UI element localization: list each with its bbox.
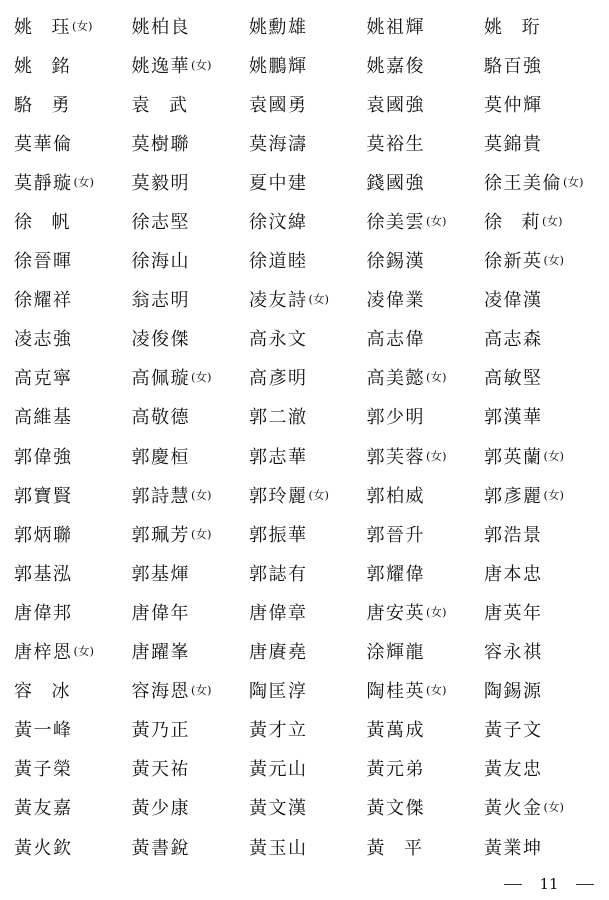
name-text: 姚鵬輝 (249, 55, 308, 77)
name-row (14, 358, 609, 397)
name-text: 高美懿 (366, 368, 425, 390)
name-entry (367, 364, 485, 390)
name-text: 凌偉漢 (484, 290, 543, 312)
name-entry (367, 677, 485, 703)
name-text: 黃子榮 (14, 759, 73, 781)
name-text: 陶錫源 (484, 681, 543, 703)
name-row (14, 827, 609, 866)
name-entry (484, 834, 602, 860)
name-text: 高維基 (14, 407, 73, 429)
name-entry (367, 91, 485, 117)
name-row (14, 45, 609, 84)
name-text: 容海恩 (131, 681, 190, 703)
name-text: 郭柏威 (366, 485, 425, 507)
name-entry (14, 794, 132, 820)
name-text: 莫錦貴 (484, 133, 543, 155)
name-text: 高志偉 (366, 329, 425, 351)
name-entry (249, 130, 367, 156)
name-entry (484, 560, 602, 586)
name-entry (484, 52, 602, 78)
name-entry (249, 91, 367, 117)
name-text: 袁 武 (131, 94, 189, 116)
name-entry (14, 130, 132, 156)
name-entry (367, 521, 485, 547)
name-text: 徐 帆 (14, 212, 71, 234)
name-row (14, 671, 609, 710)
name-entry (249, 443, 367, 469)
female-marker: (女) (72, 18, 93, 33)
name-row (14, 475, 609, 514)
name-entry (132, 364, 250, 390)
name-text: 徐新英 (484, 251, 543, 273)
name-row (14, 632, 609, 671)
name-text: 郭英蘭 (484, 446, 543, 468)
name-entry (14, 403, 132, 429)
name-entry (14, 834, 132, 860)
name-entry (484, 755, 602, 781)
name-text: 凌志強 (14, 329, 73, 351)
name-text: 郭基煇 (131, 563, 190, 585)
name-text: 黃友嘉 (14, 798, 73, 820)
name-text: 高彥明 (249, 368, 308, 390)
name-entry (14, 325, 132, 351)
female-marker: (女) (542, 214, 563, 229)
name-entry (367, 403, 485, 429)
name-entry (367, 208, 485, 234)
name-entry (14, 286, 132, 312)
female-marker: (女) (308, 292, 329, 307)
name-row (14, 280, 609, 319)
name-entry (249, 325, 367, 351)
name-entry (249, 364, 367, 390)
female-marker: (女) (191, 370, 212, 385)
name-entry (132, 325, 250, 351)
name-entry (484, 286, 602, 312)
name-entry (484, 716, 602, 742)
name-text: 黃 平 (366, 837, 424, 859)
name-text: 黃友忠 (484, 759, 543, 781)
name-text: 高永文 (249, 329, 308, 351)
name-row (14, 162, 609, 201)
name-entry (249, 403, 367, 429)
name-entry (484, 208, 602, 234)
name-entry (367, 52, 485, 78)
name-text: 徐美雲 (366, 212, 425, 234)
name-entry (14, 638, 132, 664)
name-entry (484, 130, 602, 156)
name-entry (249, 638, 367, 664)
name-text: 姚嘉俊 (366, 55, 425, 77)
name-text: 郭二澈 (249, 407, 308, 429)
name-text: 莫樹聯 (131, 133, 190, 155)
name-entry (249, 169, 367, 195)
name-text: 徐王美倫 (484, 172, 562, 194)
name-text: 姚 珩 (484, 16, 541, 38)
name-entry (484, 794, 602, 820)
name-entry (14, 443, 132, 469)
name-text: 郭慶桓 (131, 446, 190, 468)
female-marker: (女) (563, 174, 584, 189)
name-row (14, 241, 609, 280)
name-entry (367, 169, 485, 195)
name-entry (14, 13, 132, 39)
name-text: 唐偉章 (249, 602, 308, 624)
name-text: 姚勳雄 (249, 16, 308, 38)
name-text: 唐偉年 (131, 602, 190, 624)
name-text: 駱 勇 (14, 94, 71, 116)
name-entry (14, 364, 132, 390)
name-text: 徐志堅 (131, 212, 190, 234)
name-entry (484, 443, 602, 469)
name-entry (132, 599, 250, 625)
name-entry (132, 794, 250, 820)
name-text: 高佩璇 (131, 368, 190, 390)
name-entry (14, 521, 132, 547)
name-text: 徐耀祥 (14, 290, 73, 312)
female-marker: (女) (191, 487, 212, 502)
name-entry (14, 755, 132, 781)
name-entry (484, 677, 602, 703)
name-entry (367, 599, 485, 625)
name-text: 凌友詩 (249, 290, 308, 312)
name-entry (132, 755, 250, 781)
name-text: 郭耀偉 (366, 563, 425, 585)
name-text: 容永祺 (484, 642, 543, 664)
name-entry (14, 716, 132, 742)
name-entry (14, 482, 132, 508)
name-text: 高敬德 (131, 407, 190, 429)
name-entry (367, 482, 485, 508)
name-text: 翁志明 (131, 290, 190, 312)
name-entry (484, 169, 602, 195)
name-text: 唐賡堯 (249, 642, 308, 664)
name-row (14, 84, 609, 123)
name-entry (249, 755, 367, 781)
female-marker: (女) (426, 683, 447, 698)
name-text: 駱百強 (484, 55, 543, 77)
name-entry (132, 130, 250, 156)
name-text: 郭志華 (249, 446, 308, 468)
name-entry (132, 834, 250, 860)
name-text: 徐 莉 (484, 212, 541, 234)
name-row (14, 319, 609, 358)
name-entry (132, 638, 250, 664)
page-footer (504, 872, 594, 896)
name-text: 唐安英 (366, 602, 425, 624)
name-text: 凌偉業 (366, 290, 425, 312)
name-text: 黃書銳 (131, 837, 190, 859)
female-marker: (女) (543, 448, 564, 463)
name-text: 莫裕生 (366, 133, 425, 155)
name-entry (367, 13, 485, 39)
name-entry (367, 834, 485, 860)
name-text: 姚 銘 (14, 55, 71, 77)
name-row (14, 788, 609, 827)
female-marker: (女) (308, 487, 329, 502)
name-text: 郭少明 (366, 407, 425, 429)
female-marker: (女) (426, 448, 447, 463)
name-entry (249, 52, 367, 78)
name-entry (132, 482, 250, 508)
name-entry (132, 208, 250, 234)
name-text: 莫華倫 (14, 133, 73, 155)
female-marker: (女) (543, 253, 564, 268)
name-entry (249, 521, 367, 547)
name-entry (132, 560, 250, 586)
name-entry (249, 560, 367, 586)
name-text: 郭振華 (249, 524, 308, 546)
name-entry (249, 794, 367, 820)
name-entry (249, 834, 367, 860)
name-text: 錢國強 (366, 172, 425, 194)
name-row (14, 553, 609, 592)
name-entry (367, 325, 485, 351)
name-entry (367, 286, 485, 312)
name-text: 袁國勇 (249, 94, 308, 116)
name-entry (249, 13, 367, 39)
name-entry (367, 794, 485, 820)
female-marker: (女) (426, 370, 447, 385)
name-text: 唐英年 (484, 602, 543, 624)
female-marker: (女) (73, 644, 94, 659)
name-text: 黃火金 (484, 798, 543, 820)
name-entry (367, 443, 485, 469)
female-marker: (女) (73, 174, 94, 189)
name-text: 唐梓恩 (14, 642, 73, 664)
name-row (14, 397, 609, 436)
name-text: 郭基泓 (14, 563, 73, 585)
name-entry (484, 599, 602, 625)
name-entry (132, 677, 250, 703)
female-marker: (女) (426, 604, 447, 619)
name-row (14, 6, 609, 45)
name-entry (14, 247, 132, 273)
name-entry (484, 638, 602, 664)
name-text: 莫海濤 (249, 133, 308, 155)
name-text: 黃元弟 (366, 759, 425, 781)
name-entry (484, 364, 602, 390)
name-entry (14, 169, 132, 195)
name-entry (367, 130, 485, 156)
name-entry (367, 560, 485, 586)
name-text: 徐汶緯 (249, 212, 308, 234)
female-marker: (女) (543, 487, 564, 502)
name-list-grid (14, 6, 609, 866)
name-entry (484, 91, 602, 117)
name-entry (484, 13, 602, 39)
name-entry (14, 599, 132, 625)
name-row (14, 514, 609, 553)
name-row (14, 201, 609, 240)
name-text: 黃業坤 (484, 837, 543, 859)
name-entry (249, 716, 367, 742)
name-entry (132, 52, 250, 78)
name-text: 高敏堅 (484, 368, 543, 390)
name-row (14, 592, 609, 631)
name-text: 徐海山 (131, 251, 190, 273)
name-text: 郭浩景 (484, 524, 543, 546)
name-text: 莫毅明 (131, 172, 190, 194)
female-marker: (女) (543, 800, 564, 815)
name-entry (132, 443, 250, 469)
name-entry (14, 52, 132, 78)
female-marker: (女) (426, 214, 447, 229)
name-entry (249, 247, 367, 273)
name-entry (249, 599, 367, 625)
female-marker: (女) (191, 683, 212, 698)
footer-dash-right (576, 884, 594, 885)
name-entry (132, 247, 250, 273)
name-text: 郭誌有 (249, 563, 308, 585)
name-entry (132, 403, 250, 429)
name-entry (484, 247, 602, 273)
name-entry (249, 286, 367, 312)
name-text: 高克寧 (14, 368, 73, 390)
footer-dash-left (504, 884, 522, 885)
name-text: 郭炳聯 (14, 524, 73, 546)
name-text: 凌俊傑 (131, 329, 190, 351)
name-text: 陶匡淳 (249, 681, 308, 703)
name-text: 姚祖輝 (366, 16, 425, 38)
name-entry (132, 169, 250, 195)
name-text: 黃玉山 (249, 837, 308, 859)
name-entry (132, 521, 250, 547)
name-text: 徐晉暉 (14, 251, 73, 273)
name-entry (249, 482, 367, 508)
name-text: 黃一峰 (14, 720, 73, 742)
name-entry (367, 755, 485, 781)
name-entry (14, 208, 132, 234)
name-text: 郭寶賢 (14, 485, 73, 507)
name-row (14, 123, 609, 162)
name-text: 郭珮芳 (131, 524, 190, 546)
name-text: 黃萬成 (366, 720, 425, 742)
name-text: 郭彥麗 (484, 485, 543, 507)
name-entry (132, 286, 250, 312)
name-entry (484, 482, 602, 508)
name-text: 黃文傑 (366, 798, 425, 820)
name-text: 唐偉邦 (14, 602, 73, 624)
name-text: 黃天祐 (131, 759, 190, 781)
name-text: 黃少康 (131, 798, 190, 820)
name-entry (367, 716, 485, 742)
name-text: 郭玲麗 (249, 485, 308, 507)
name-entry (367, 247, 485, 273)
name-text: 黃子文 (484, 720, 543, 742)
name-text: 黃文漢 (249, 798, 308, 820)
name-text: 黃火欽 (14, 837, 73, 859)
name-entry (249, 208, 367, 234)
name-entry (14, 677, 132, 703)
female-marker: (女) (191, 526, 212, 541)
name-text: 唐本忠 (484, 563, 543, 585)
name-entry (484, 403, 602, 429)
name-text: 郭晉升 (366, 524, 425, 546)
name-text: 姚逸華 (131, 55, 190, 77)
name-text: 容 冰 (14, 681, 71, 703)
name-text: 黃元山 (249, 759, 308, 781)
name-text: 黃才立 (249, 720, 308, 742)
name-text: 莫仲輝 (484, 94, 543, 116)
name-entry (14, 560, 132, 586)
name-text: 莫靜璇 (14, 172, 73, 194)
name-text: 姚 珏 (14, 16, 71, 38)
name-text: 郭芙蓉 (366, 446, 425, 468)
name-entry (484, 325, 602, 351)
name-row (14, 710, 609, 749)
name-entry (367, 638, 485, 664)
name-row (14, 436, 609, 475)
name-text: 涂輝龍 (366, 642, 425, 664)
name-text: 唐躍峯 (131, 642, 190, 664)
name-text: 夏中建 (249, 172, 308, 194)
name-entry (14, 91, 132, 117)
name-entry (132, 13, 250, 39)
name-text: 郭偉強 (14, 446, 73, 468)
name-entry (249, 677, 367, 703)
name-text: 高志森 (484, 329, 543, 351)
name-text: 郭漢華 (484, 407, 543, 429)
name-text: 郭詩慧 (131, 485, 190, 507)
name-row (14, 749, 609, 788)
name-text: 姚柏良 (131, 16, 190, 38)
name-text: 徐道睦 (249, 251, 308, 273)
name-text: 徐錫漢 (366, 251, 425, 273)
name-entry (132, 91, 250, 117)
name-text: 黃乃正 (131, 720, 190, 742)
name-entry (484, 521, 602, 547)
name-text: 袁國強 (366, 94, 425, 116)
name-entry (132, 716, 250, 742)
female-marker: (女) (191, 57, 212, 72)
name-text: 陶桂英 (366, 681, 425, 703)
page-number: 11 (539, 875, 559, 893)
